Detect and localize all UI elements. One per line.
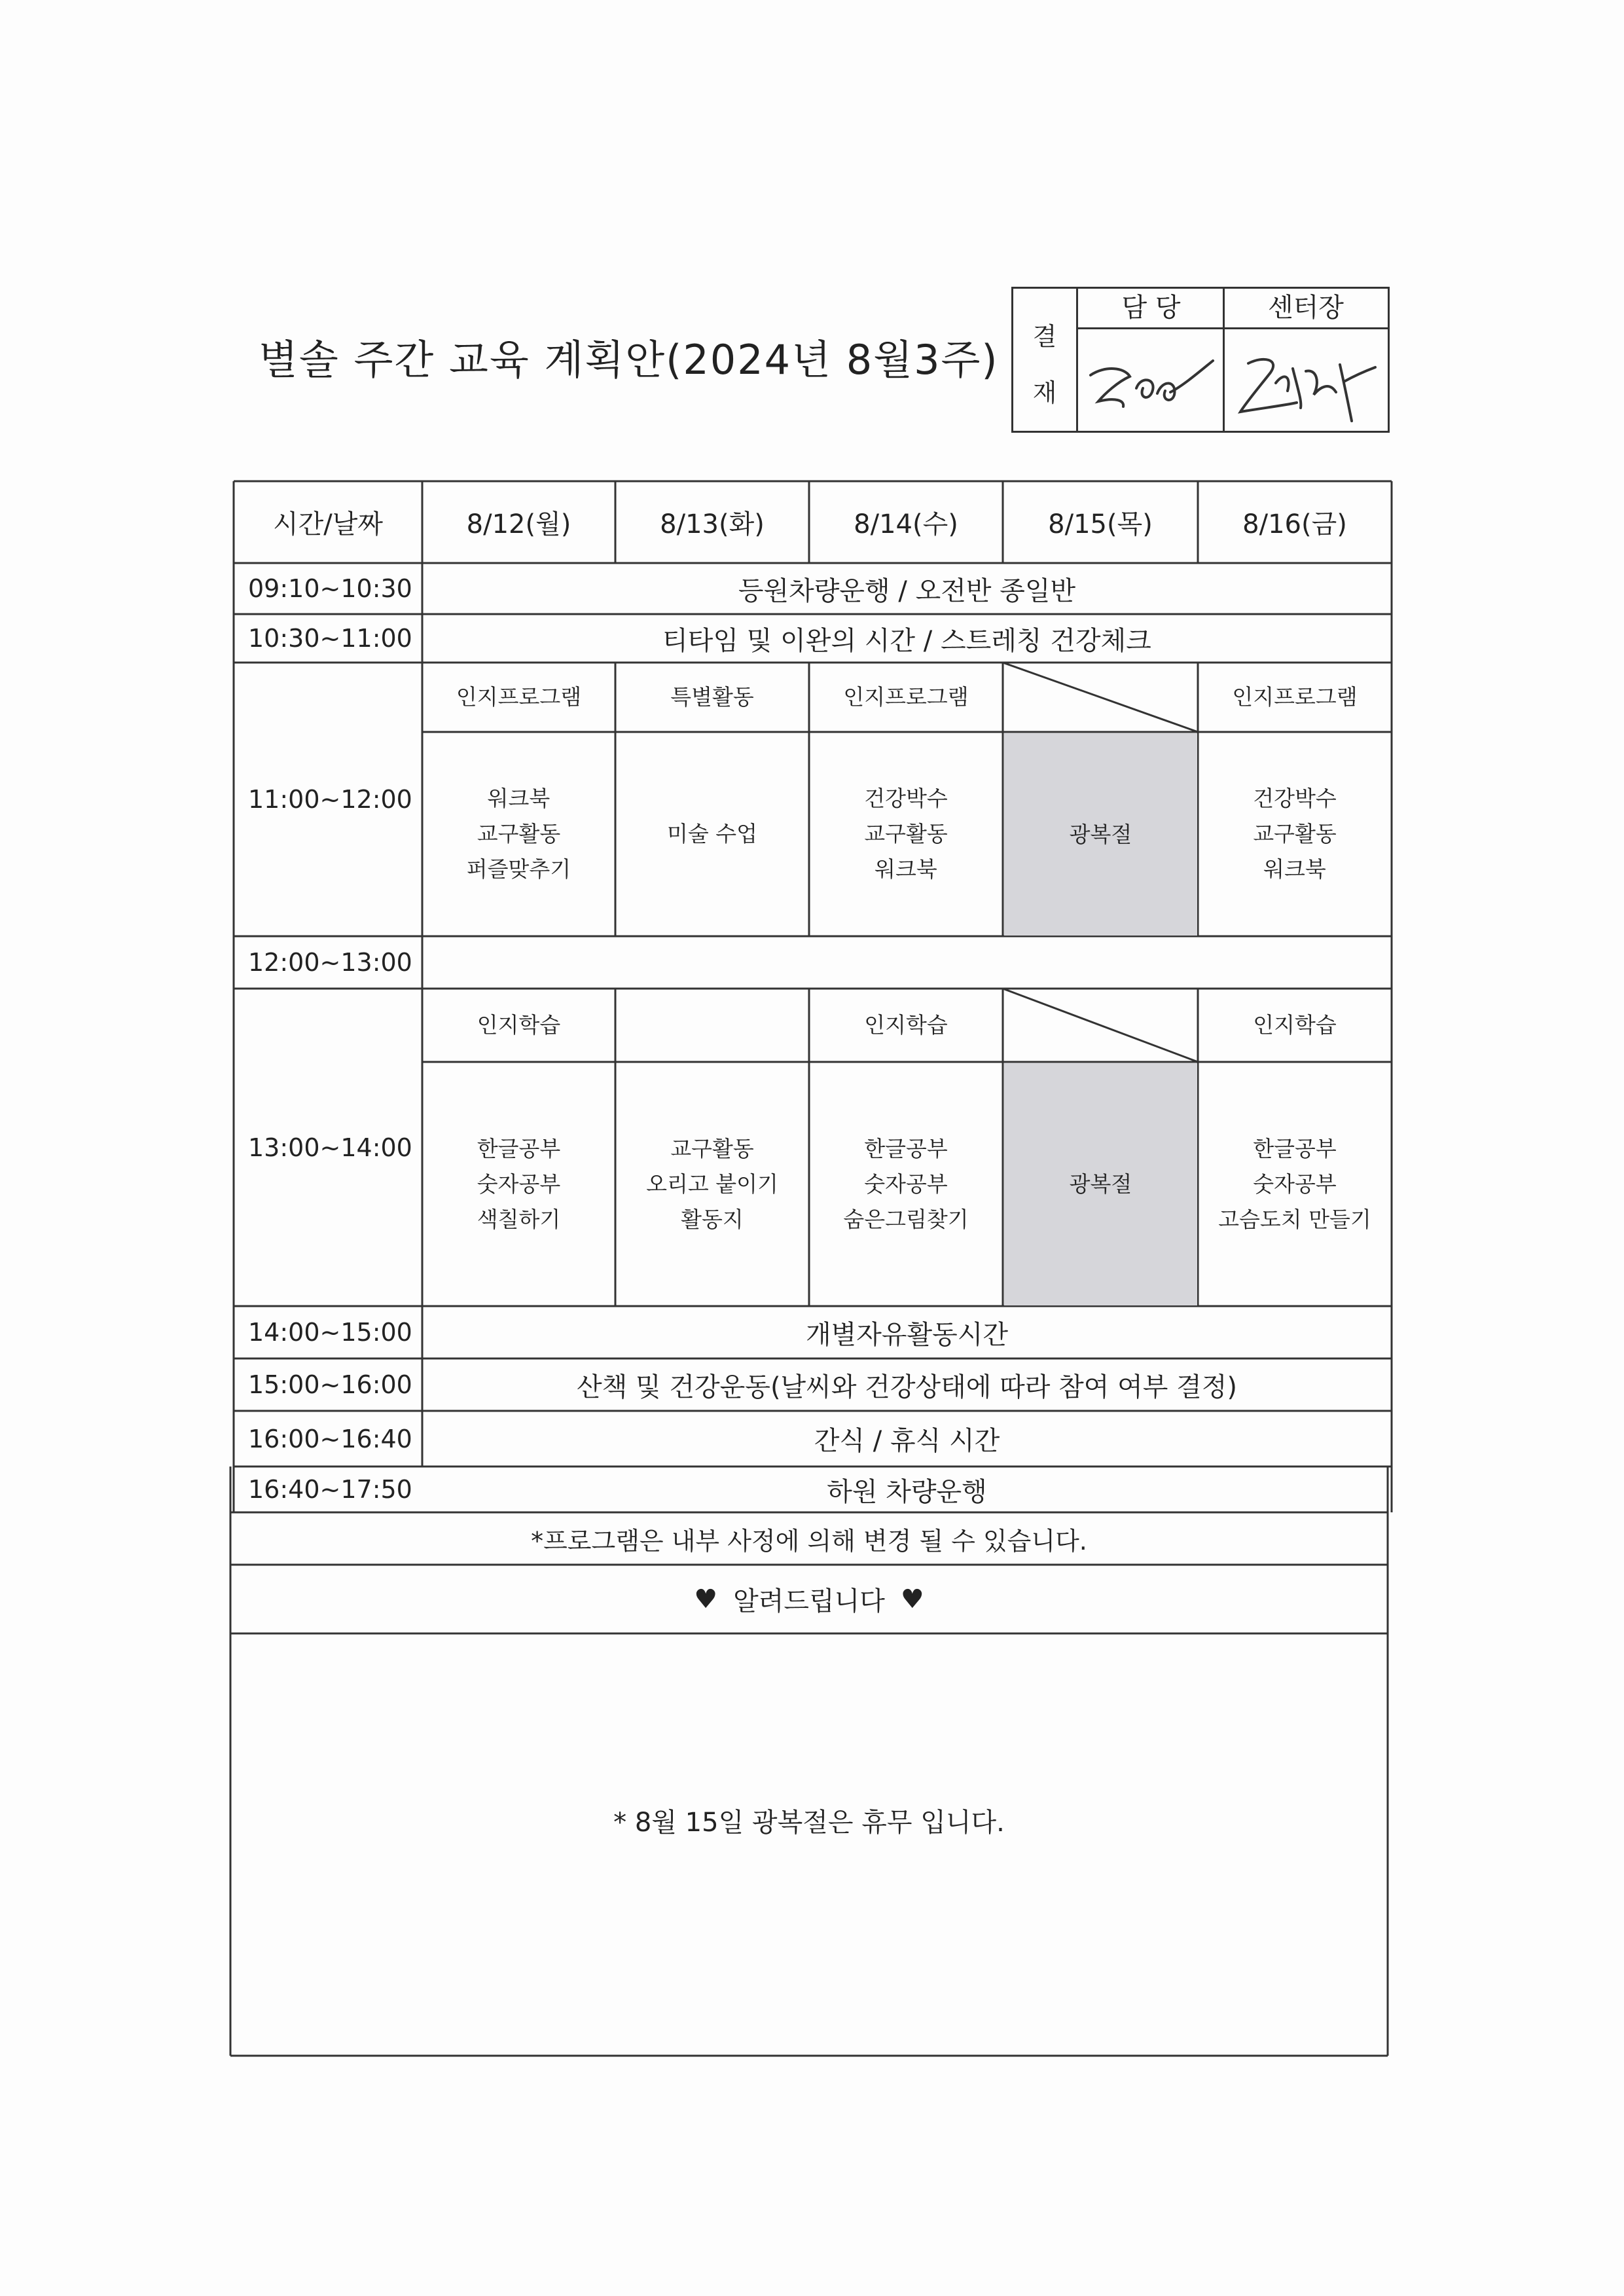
time-slot: 09:10~10:30 bbox=[248, 574, 412, 603]
page-title: 별솔 주간 교육 계획안(2024년 8월3주) bbox=[259, 336, 999, 384]
time-slot: 16:40~17:50 bbox=[248, 1475, 412, 1504]
program-item: 활동지 bbox=[681, 1206, 744, 1232]
notice-title: 알려드립니다 bbox=[733, 1586, 885, 1616]
row-departure: 하원 차량운행 bbox=[827, 1476, 987, 1507]
program-cell-wed bbox=[809, 1062, 1003, 1306]
program-header: 인지학습 bbox=[477, 1012, 561, 1038]
holiday-cell-morning bbox=[1004, 733, 1197, 936]
header-day: 8/15(목) bbox=[1048, 509, 1153, 539]
header-day: 8/16(금) bbox=[1242, 509, 1347, 539]
program-item: 워크북 bbox=[487, 786, 550, 811]
approval-director-header: 센터장 bbox=[1224, 289, 1388, 329]
program-header: 특별활동 bbox=[670, 684, 754, 710]
notice-heading bbox=[230, 1565, 1388, 1633]
time-slot: 16:00~16:40 bbox=[248, 1424, 412, 1453]
header-day: 8/12(월) bbox=[466, 509, 571, 539]
row-teatime: 티타임 및 이완의 시간 / 스트레칭 건강체크 bbox=[662, 625, 1151, 656]
program-item: 건강박수 bbox=[864, 786, 948, 811]
heart-icon: ♥ bbox=[694, 1584, 718, 1614]
program-header: 인지프로그램 bbox=[1232, 684, 1358, 710]
program-item: 교구활동 bbox=[477, 821, 561, 847]
program-header: 인지학습 bbox=[1253, 1012, 1337, 1038]
approval-label-top: 결 bbox=[1032, 322, 1057, 351]
change-notice: *프로그램은 내부 사정에 의해 변경 될 수 있습니다. bbox=[531, 1526, 1087, 1556]
time-slot: 12:00~13:00 bbox=[248, 948, 412, 977]
program-item: 숫자공부 bbox=[1253, 1171, 1337, 1197]
program-item: 교구활동 bbox=[670, 1135, 754, 1161]
program-item: 오리고 붙이기 bbox=[646, 1171, 778, 1197]
approval-label bbox=[1013, 289, 1078, 431]
heart-icon: ♥ bbox=[900, 1584, 924, 1614]
program-header: 인지프로그램 bbox=[843, 684, 969, 710]
header-day: 8/13(화) bbox=[660, 509, 765, 539]
holiday-label: 광복절 bbox=[1069, 1171, 1132, 1197]
program-item: 교구활동 bbox=[1253, 821, 1337, 847]
program-cell-tue bbox=[615, 1062, 809, 1306]
program-cell-mon bbox=[422, 732, 615, 936]
program-item: 퍼즐맞추기 bbox=[466, 856, 571, 882]
header-corner: 시간/날짜 bbox=[272, 509, 384, 539]
program-cell-wed bbox=[809, 732, 1003, 936]
time-slot: 14:00~15:00 bbox=[248, 1318, 412, 1347]
manager-signature bbox=[1079, 329, 1223, 433]
program-item: 숫자공부 bbox=[864, 1171, 948, 1197]
program-cell-fri bbox=[1198, 1062, 1392, 1306]
program-item: 색칠하기 bbox=[477, 1206, 561, 1232]
row-free-activity: 개별자유활동시간 bbox=[805, 1319, 1009, 1350]
header-day: 8/14(수) bbox=[854, 509, 958, 539]
row-walk-exercise: 산책 및 건강운동(날씨와 건강상태에 따라 참여 여부 결정) bbox=[577, 1372, 1237, 1402]
program-item: 한글공부 bbox=[477, 1135, 561, 1161]
time-slot: 15:00~16:00 bbox=[248, 1370, 412, 1399]
approval-box bbox=[1011, 287, 1390, 433]
program-item: 한글공부 bbox=[1253, 1135, 1337, 1161]
time-slot: 11:00~12:00 bbox=[248, 785, 412, 814]
program-cell-fri bbox=[1198, 732, 1392, 936]
notice-body: * 8월 15일 광복절은 휴무 입니다. bbox=[613, 1807, 1005, 1838]
program-item: 교구활동 bbox=[864, 821, 948, 847]
holiday-label: 광복절 bbox=[1069, 821, 1132, 847]
approval-label-bottom: 재 bbox=[1032, 378, 1057, 407]
row-snack: 간식 / 휴식 시간 bbox=[814, 1426, 1000, 1456]
row-arrival: 등원차량운행 / 오전반 종일반 bbox=[738, 575, 1076, 606]
program-item: 미술 수업 bbox=[666, 821, 757, 847]
program-cell-mon bbox=[422, 1062, 615, 1306]
program-item: 워크북 bbox=[875, 856, 937, 882]
program-item: 숨은그림찾기 bbox=[843, 1206, 969, 1232]
program-item: 한글공부 bbox=[864, 1135, 948, 1161]
time-slot: 13:00~14:00 bbox=[248, 1133, 412, 1162]
time-slot: 10:30~11:00 bbox=[248, 624, 412, 653]
director-signature bbox=[1225, 329, 1390, 433]
program-item: 워크북 bbox=[1263, 856, 1326, 882]
program-cell-tue bbox=[615, 732, 809, 936]
program-item: 숫자공부 bbox=[477, 1171, 561, 1197]
approval-manager-header: 담 당 bbox=[1078, 289, 1224, 329]
program-item: 고슴도치 만들기 bbox=[1218, 1206, 1371, 1232]
holiday-cell-afternoon bbox=[1004, 1063, 1197, 1305]
program-header: 인지프로그램 bbox=[456, 684, 582, 710]
program-item: 건강박수 bbox=[1253, 786, 1337, 811]
program-header: 인지학습 bbox=[864, 1012, 948, 1038]
